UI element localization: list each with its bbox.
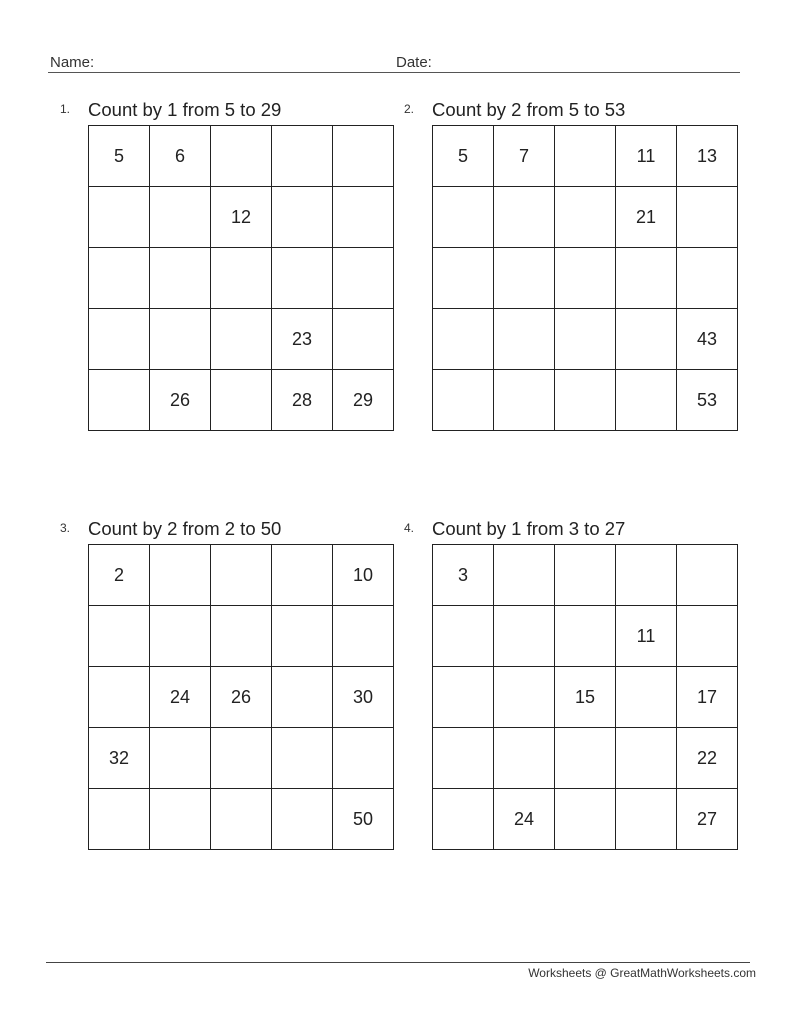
grid-cell[interactable] bbox=[494, 370, 555, 431]
grid-cell[interactable]: 6 bbox=[150, 126, 211, 187]
grid-cell[interactable] bbox=[150, 606, 211, 667]
grid-cell[interactable]: 28 bbox=[272, 370, 333, 431]
grid-cell[interactable] bbox=[211, 545, 272, 606]
grid-cell[interactable] bbox=[616, 248, 677, 309]
problem-title: Count by 2 from 2 to 50 bbox=[88, 518, 282, 539]
grid-cell[interactable]: 5 bbox=[433, 126, 494, 187]
grid-cell[interactable] bbox=[272, 606, 333, 667]
problem-number: 4. bbox=[404, 521, 415, 535]
footer-credit: Worksheets @ GreatMathWorksheets.com bbox=[528, 966, 756, 980]
grid-cell[interactable]: 30 bbox=[333, 667, 394, 728]
grid-cell[interactable]: 53 bbox=[677, 370, 738, 431]
grid-cell[interactable] bbox=[433, 248, 494, 309]
grid-cell[interactable] bbox=[677, 248, 738, 309]
grid-cell[interactable] bbox=[89, 667, 150, 728]
grid-cell[interactable] bbox=[494, 309, 555, 370]
grid-cell[interactable] bbox=[494, 667, 555, 728]
grid-cell[interactable]: 23 bbox=[272, 309, 333, 370]
problem-number: 3. bbox=[60, 521, 71, 535]
grid-cell[interactable] bbox=[677, 606, 738, 667]
grid-cell[interactable] bbox=[150, 545, 211, 606]
grid-cell[interactable] bbox=[494, 606, 555, 667]
grid-cell[interactable]: 17 bbox=[677, 667, 738, 728]
grid-cell[interactable] bbox=[494, 187, 555, 248]
grid-cell[interactable] bbox=[433, 728, 494, 789]
number-grid bbox=[88, 544, 394, 850]
number-grid bbox=[432, 125, 738, 431]
grid-cell[interactable] bbox=[150, 789, 211, 850]
grid-cell[interactable] bbox=[211, 126, 272, 187]
grid-cell[interactable] bbox=[555, 606, 616, 667]
grid-cell[interactable] bbox=[494, 545, 555, 606]
grid-cell[interactable] bbox=[272, 545, 333, 606]
grid-cell[interactable]: 5 bbox=[89, 126, 150, 187]
grid-cell[interactable]: 10 bbox=[333, 545, 394, 606]
grid-cell[interactable] bbox=[89, 309, 150, 370]
grid-cell[interactable] bbox=[555, 728, 616, 789]
grid-cell[interactable]: 29 bbox=[333, 370, 394, 431]
grid-cell[interactable]: 43 bbox=[677, 309, 738, 370]
grid-cell[interactable] bbox=[150, 728, 211, 789]
grid-cell[interactable] bbox=[677, 187, 738, 248]
grid-cell[interactable] bbox=[150, 187, 211, 248]
grid-cell[interactable] bbox=[150, 248, 211, 309]
grid-cell[interactable] bbox=[333, 248, 394, 309]
grid-cell[interactable] bbox=[333, 606, 394, 667]
grid-cell[interactable]: 24 bbox=[494, 789, 555, 850]
name-label: Name: bbox=[50, 54, 95, 71]
number-grid bbox=[432, 544, 738, 850]
grid-cell[interactable]: 26 bbox=[211, 667, 272, 728]
problem-title: Count by 1 from 5 to 29 bbox=[88, 99, 282, 120]
grid-cell[interactable]: 15 bbox=[555, 667, 616, 728]
grid-cell[interactable] bbox=[494, 248, 555, 309]
grid-cell[interactable] bbox=[272, 728, 333, 789]
grid-cell[interactable] bbox=[555, 370, 616, 431]
grid-cell[interactable]: 11 bbox=[616, 126, 677, 187]
grid-cell[interactable] bbox=[555, 309, 616, 370]
grid-cell[interactable] bbox=[616, 789, 677, 850]
grid-cell[interactable] bbox=[272, 667, 333, 728]
grid-cell[interactable] bbox=[272, 187, 333, 248]
grid-cell[interactable] bbox=[333, 309, 394, 370]
date-label: Date: bbox=[396, 54, 432, 71]
name-date-header bbox=[48, 54, 740, 73]
grid-cell[interactable] bbox=[89, 187, 150, 248]
grid-cell[interactable] bbox=[211, 728, 272, 789]
grid-cell[interactable]: 11 bbox=[616, 606, 677, 667]
grid-cell[interactable] bbox=[433, 789, 494, 850]
grid-cell[interactable] bbox=[616, 545, 677, 606]
grid-cell[interactable]: 21 bbox=[616, 187, 677, 248]
grid-cell[interactable]: 2 bbox=[89, 545, 150, 606]
number-grid bbox=[88, 125, 394, 431]
grid-cell[interactable]: 32 bbox=[89, 728, 150, 789]
grid-cell[interactable] bbox=[433, 187, 494, 248]
grid-cell[interactable] bbox=[555, 248, 616, 309]
grid-cell[interactable] bbox=[433, 606, 494, 667]
grid-cell[interactable] bbox=[677, 545, 738, 606]
grid-cell[interactable] bbox=[333, 728, 394, 789]
grid-cell[interactable] bbox=[211, 309, 272, 370]
grid-cell[interactable] bbox=[211, 370, 272, 431]
grid-cell[interactable] bbox=[616, 667, 677, 728]
grid-cell[interactable] bbox=[89, 789, 150, 850]
grid-cell[interactable] bbox=[555, 545, 616, 606]
grid-cell[interactable] bbox=[616, 309, 677, 370]
grid-cell[interactable]: 24 bbox=[150, 667, 211, 728]
grid-cell[interactable] bbox=[150, 309, 211, 370]
grid-cell[interactable] bbox=[433, 309, 494, 370]
grid-cell[interactable]: 13 bbox=[677, 126, 738, 187]
grid-cell[interactable] bbox=[616, 370, 677, 431]
grid-cell[interactable] bbox=[89, 606, 150, 667]
grid-cell[interactable] bbox=[555, 126, 616, 187]
grid-cell[interactable] bbox=[272, 126, 333, 187]
problem-title: Count by 1 from 3 to 27 bbox=[432, 518, 626, 539]
grid-cell[interactable] bbox=[272, 789, 333, 850]
grid-cell[interactable]: 3 bbox=[433, 545, 494, 606]
grid-cell[interactable] bbox=[494, 728, 555, 789]
grid-cell[interactable] bbox=[433, 667, 494, 728]
grid-cell[interactable] bbox=[433, 370, 494, 431]
grid-cell[interactable] bbox=[616, 728, 677, 789]
grid-cell[interactable] bbox=[211, 606, 272, 667]
grid-cell[interactable] bbox=[211, 789, 272, 850]
grid-cell[interactable]: 27 bbox=[677, 789, 738, 850]
grid-cell[interactable] bbox=[89, 370, 150, 431]
problem-number: 1. bbox=[60, 102, 71, 116]
grid-cell[interactable] bbox=[333, 187, 394, 248]
footer-divider bbox=[46, 962, 750, 963]
problem-number: 2. bbox=[404, 102, 415, 116]
grid-cell[interactable]: 50 bbox=[333, 789, 394, 850]
grid-cell[interactable]: 22 bbox=[677, 728, 738, 789]
grid-cell[interactable]: 7 bbox=[494, 126, 555, 187]
grid-cell[interactable] bbox=[333, 126, 394, 187]
grid-cell[interactable] bbox=[555, 789, 616, 850]
grid-cell[interactable] bbox=[89, 248, 150, 309]
grid-cell[interactable] bbox=[272, 248, 333, 309]
grid-cell[interactable]: 12 bbox=[211, 187, 272, 248]
problem-title: Count by 2 from 5 to 53 bbox=[432, 99, 626, 120]
grid-cell[interactable]: 26 bbox=[150, 370, 211, 431]
grid-cell[interactable] bbox=[211, 248, 272, 309]
grid-cell[interactable] bbox=[555, 187, 616, 248]
